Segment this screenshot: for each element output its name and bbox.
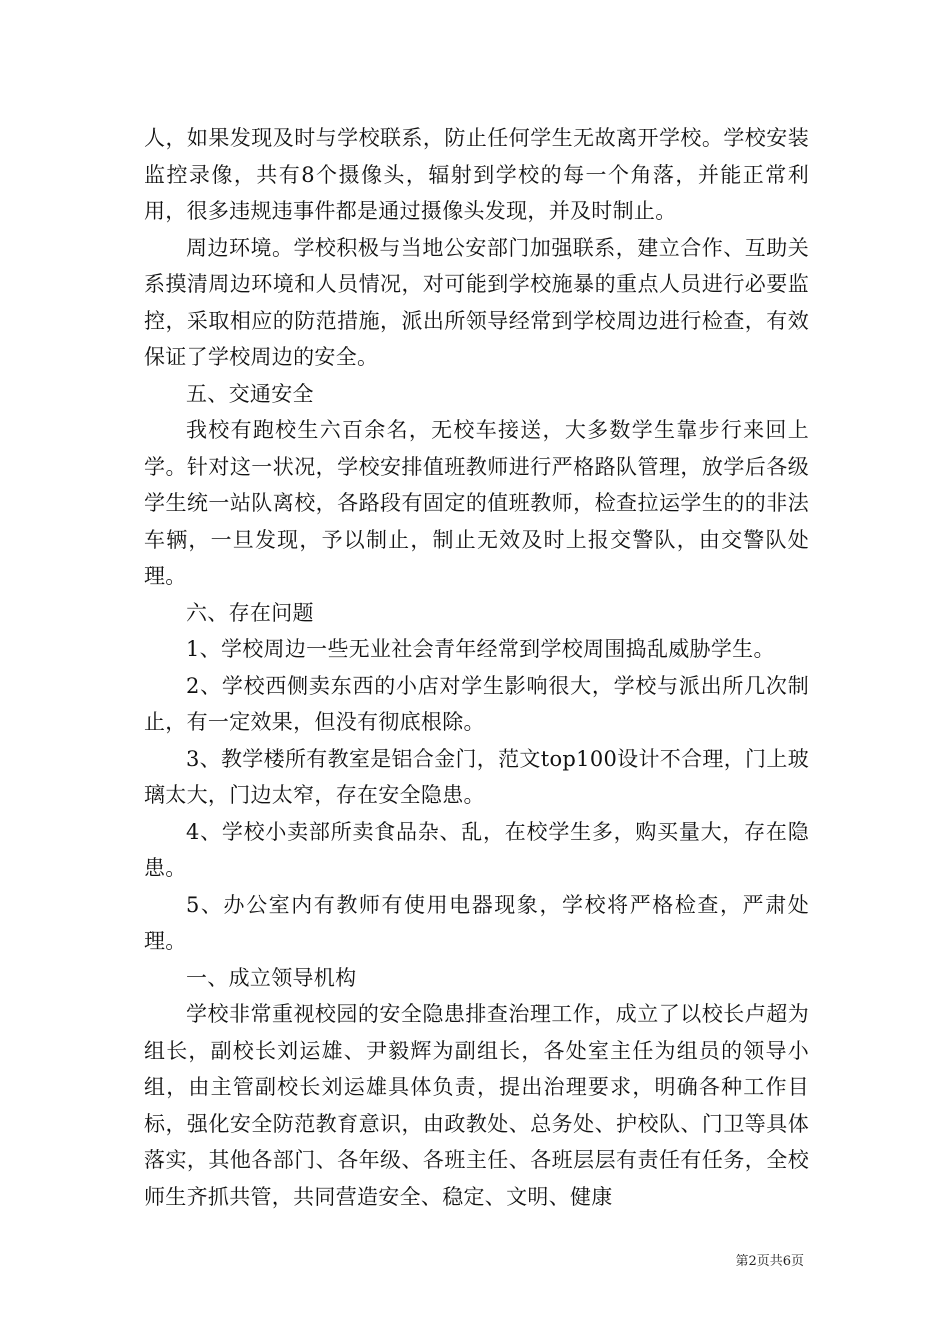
paragraph-traffic: 我校有跑校生六百余名，无校车接送，大多数学生靠步行来回上学。针对这一状况，学校安排值班教师进行严格路队管理，放学后各级学生统一站队离校，各路段有固定的值班教师，检查拉运学生的的非法车辆，一旦发现，予以制止，制止无效及时上报交警队，由交警队处理。 xyxy=(144,418,809,588)
paragraph-surroundings: 周边环境。学校积极与当地公安部门加强联系，建立合作、互助关系摸清周边环境和人员情况，对可能到学校施暴的重点人员进行必要监控，采取相应的防范措施，派出所领导经常到学校周边进行检查，有效保证了学校周边的安全。 xyxy=(144,235,809,369)
problem-item-2: 2、学校西侧卖东西的小店对学生影响很大，学校与派出所几次制止，有一定效果，但没有彻底根除。 xyxy=(144,673,809,734)
problem-item-1: 1、学校周边一些无业社会青年经常到学校周围捣乱威胁学生。 xyxy=(186,637,775,661)
problem-item-5: 5、办公室内有教师有使用电器现象，学校将严格检查，严肃处理。 xyxy=(144,892,809,953)
paragraph-continuation: 人，如果发现及时与学校联系，防止任何学生无故离开学校。学校安装监控录像，共有8个摄像头，辐射到学校的每一个角落，并能正常利用，很多违规违事件都是通过摄像头发现，并及时制止。 xyxy=(144,126,809,223)
section-heading-leadership: 一、成立领导机构 xyxy=(186,965,357,990)
section-heading-traffic-safety: 五、交通安全 xyxy=(186,381,314,406)
problem-item-4: 4、学校小卖部所卖食品杂、乱，在校学生多，购买量大，存在隐患。 xyxy=(144,819,809,880)
page-number-footer: 第2页共6页 xyxy=(735,1254,804,1269)
paragraph-leadership: 学校非常重视校园的安全隐患排查治理工作，成立了以校长卢超为组长，副校长刘运雄、尹毅辉为副组长，各处室主任为组员的领导小组，由主管副校长刘运雄具体负责，提出治理要求，明确各种工作目标，强化安全防范教育意识，由政教处、总务处、护校队、门卫等具体落实，其他各部门、各年级、各班主任、各班层层有责任有任务，全校师生齐抓共管，共同营造安全、稳定、文明、健康 xyxy=(144,1002,809,1209)
section-heading-existing-problems: 六、存在问题 xyxy=(186,600,314,625)
document-body xyxy=(144,120,809,1215)
problem-item-3: 3、教学楼所有教室是铝合金门，范文top100设计不合理，门上玻璃太大，门边太窄，存在安全隐患。 xyxy=(144,746,809,807)
